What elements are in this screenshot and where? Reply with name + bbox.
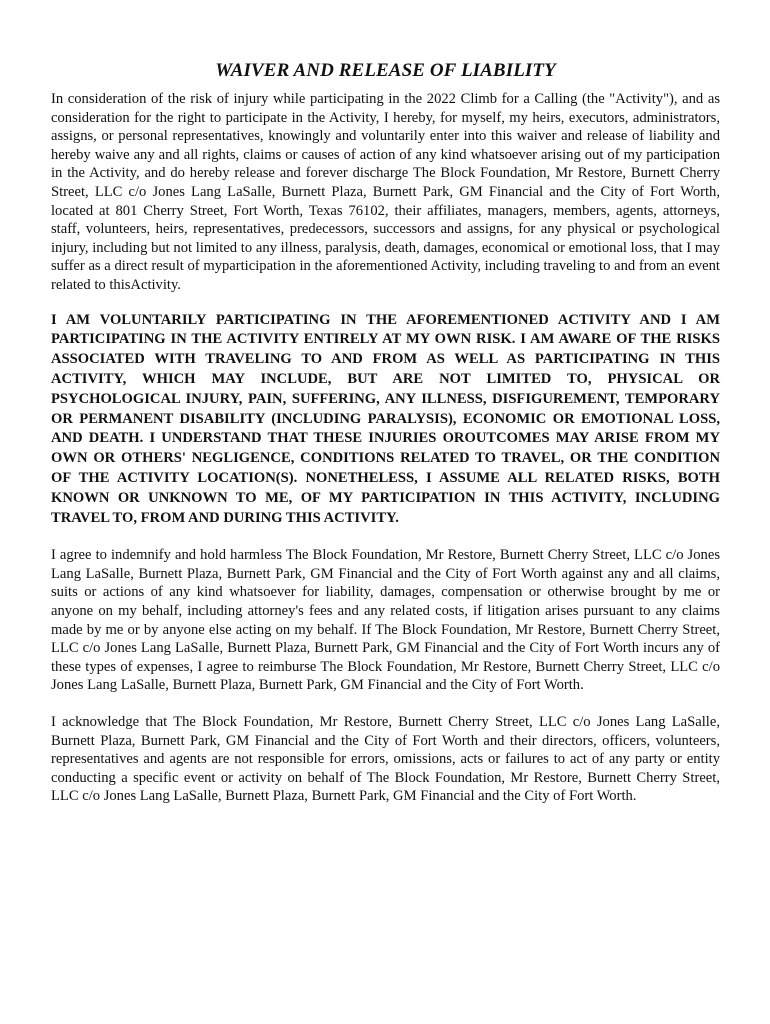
responsibility-acknowledgement-paragraph: I acknowledge that The Block Foundation, Mr Restore, Burnett Cherry Street, LLC c/o Jones Lang LaSalle, Burnett Plaza, Burnett Park, GM Financial and the City of Fort Worth and their directors, officers, volunteers, representatives and agents are not responsible for errors, omissions, acts or failures to act of any party or entity conducting a specific event or activity on behalf of The Block Foundation, Mr Restore, Burnett Cherry Street, LLC c/o Jones Lang LaSalle, Burnett Plaza, Burnett Park, GM Financial and the City of Fort Worth. [51,714,720,805]
risk-acknowledgement-paragraph: I AM VOLUNTARILY PARTICIPATING IN THE AFOREMENTIONED ACTIVITY AND I AM PARTICIPATING IN THE ACTIVITY ENTIRELY AT MY OWN RISK. I AM AWARE OF THE RISKS ASSOCIATED WITH TRAVELING TO AND FROM AS WELL AS PARTICIPATING IN THIS ACTIVITY, WHICH MAY INCLUDE, BUT ARE NOT LIMITED TO, PHYSICAL OR PSYCHOLOGICAL INJURY, PAIN, SUFFERING, ANY ILLNESS, DISFIGUREMENT, TEMPORARY OR PERMANENT DISABILITY (INCLUDING PARALYSIS), ECONOMIC OR EMOTIONAL LOSS, AND DEATH. I UNDERSTAND THAT THESE INJURIES OROUTCOMES MAY ARISE FROM MY OWN OR OTHERS' NEGLIGENCE, CONDITIONS RELATED TO TRAVEL, OR THE CONDITION OF THE ACTIVITY LOCATION(S). NONETHELESS, I ASSUME ALL RELATED RISKS, BOTH KNOWN OR UNKNOWN TO ME, OF MY PARTICIPATION IN THIS ACTIVITY, INCLUDING TRAVEL TO, FROM AND DURING THIS ACTIVITY. [51,311,720,526]
document-title: WAIVER AND RELEASE OF LIABILITY [215,60,556,81]
consideration-paragraph: In consideration of the risk of injury while participating in the 2022 Climb for a Calling (the "Activity"), and as consideration for the right to participate in the Activity, I hereby, for myself, my heirs, executors, administrators, assigns, or personal representatives, knowingly and voluntarily enter into this waiver and release of liability and hereby waive any and all rights, claims or causes of action of any kind whatsoever arising out of my participation in the Activity, and do hereby release and forever discharge The Block Foundation, Mr Restore, Burnett Cherry Street, LLC c/o Jones Lang LaSalle, Burnett Plaza, Burnett Park, GM Financial and the City of Fort Worth, located at 801 Cherry Street, Fort Worth, Texas 76102, their affiliates, managers, members, agents, attorneys, staff, volunteers, heirs, representatives, predecessors, successors and assigns, for any physical or psychological injury, including but not limited to any illness, paralysis, death, damages, economical or emotional loss, that I may suffer as a direct result of myparticipation in the aforementioned Activity, including traveling to and from an event related to thisActivity. [51,91,720,293]
indemnification-paragraph: I agree to indemnify and hold harmless The Block Foundation, Mr Restore, Burnett Cherry Street, LLC c/o Jones Lang LaSalle, Burnett Plaza, Burnett Park, GM Financial and the City of Fort Worth against any and all claims, suits or actions of any kind whatsoever for liability, damages, compensation or otherwise brought by me or anyone on my behalf, including attorney's fees and any related costs, if litigation arises pursuant to any claims made by me or by anyone else acting on my behalf. If The Block Foundation, Mr Restore, Burnett Cherry Street, LLC c/o Jones Lang LaSalle, Burnett Plaza, Burnett Park, GM Financial and the City of Fort Worth incurs any of these types of expenses, I agree to reimburse The Block Foundation, Mr Restore, Burnett Cherry Street, LLC c/o Jones Lang LaSalle, Burnett Plaza, Burnett Park, GM Financial and the City of Fort Worth. [51,547,720,694]
